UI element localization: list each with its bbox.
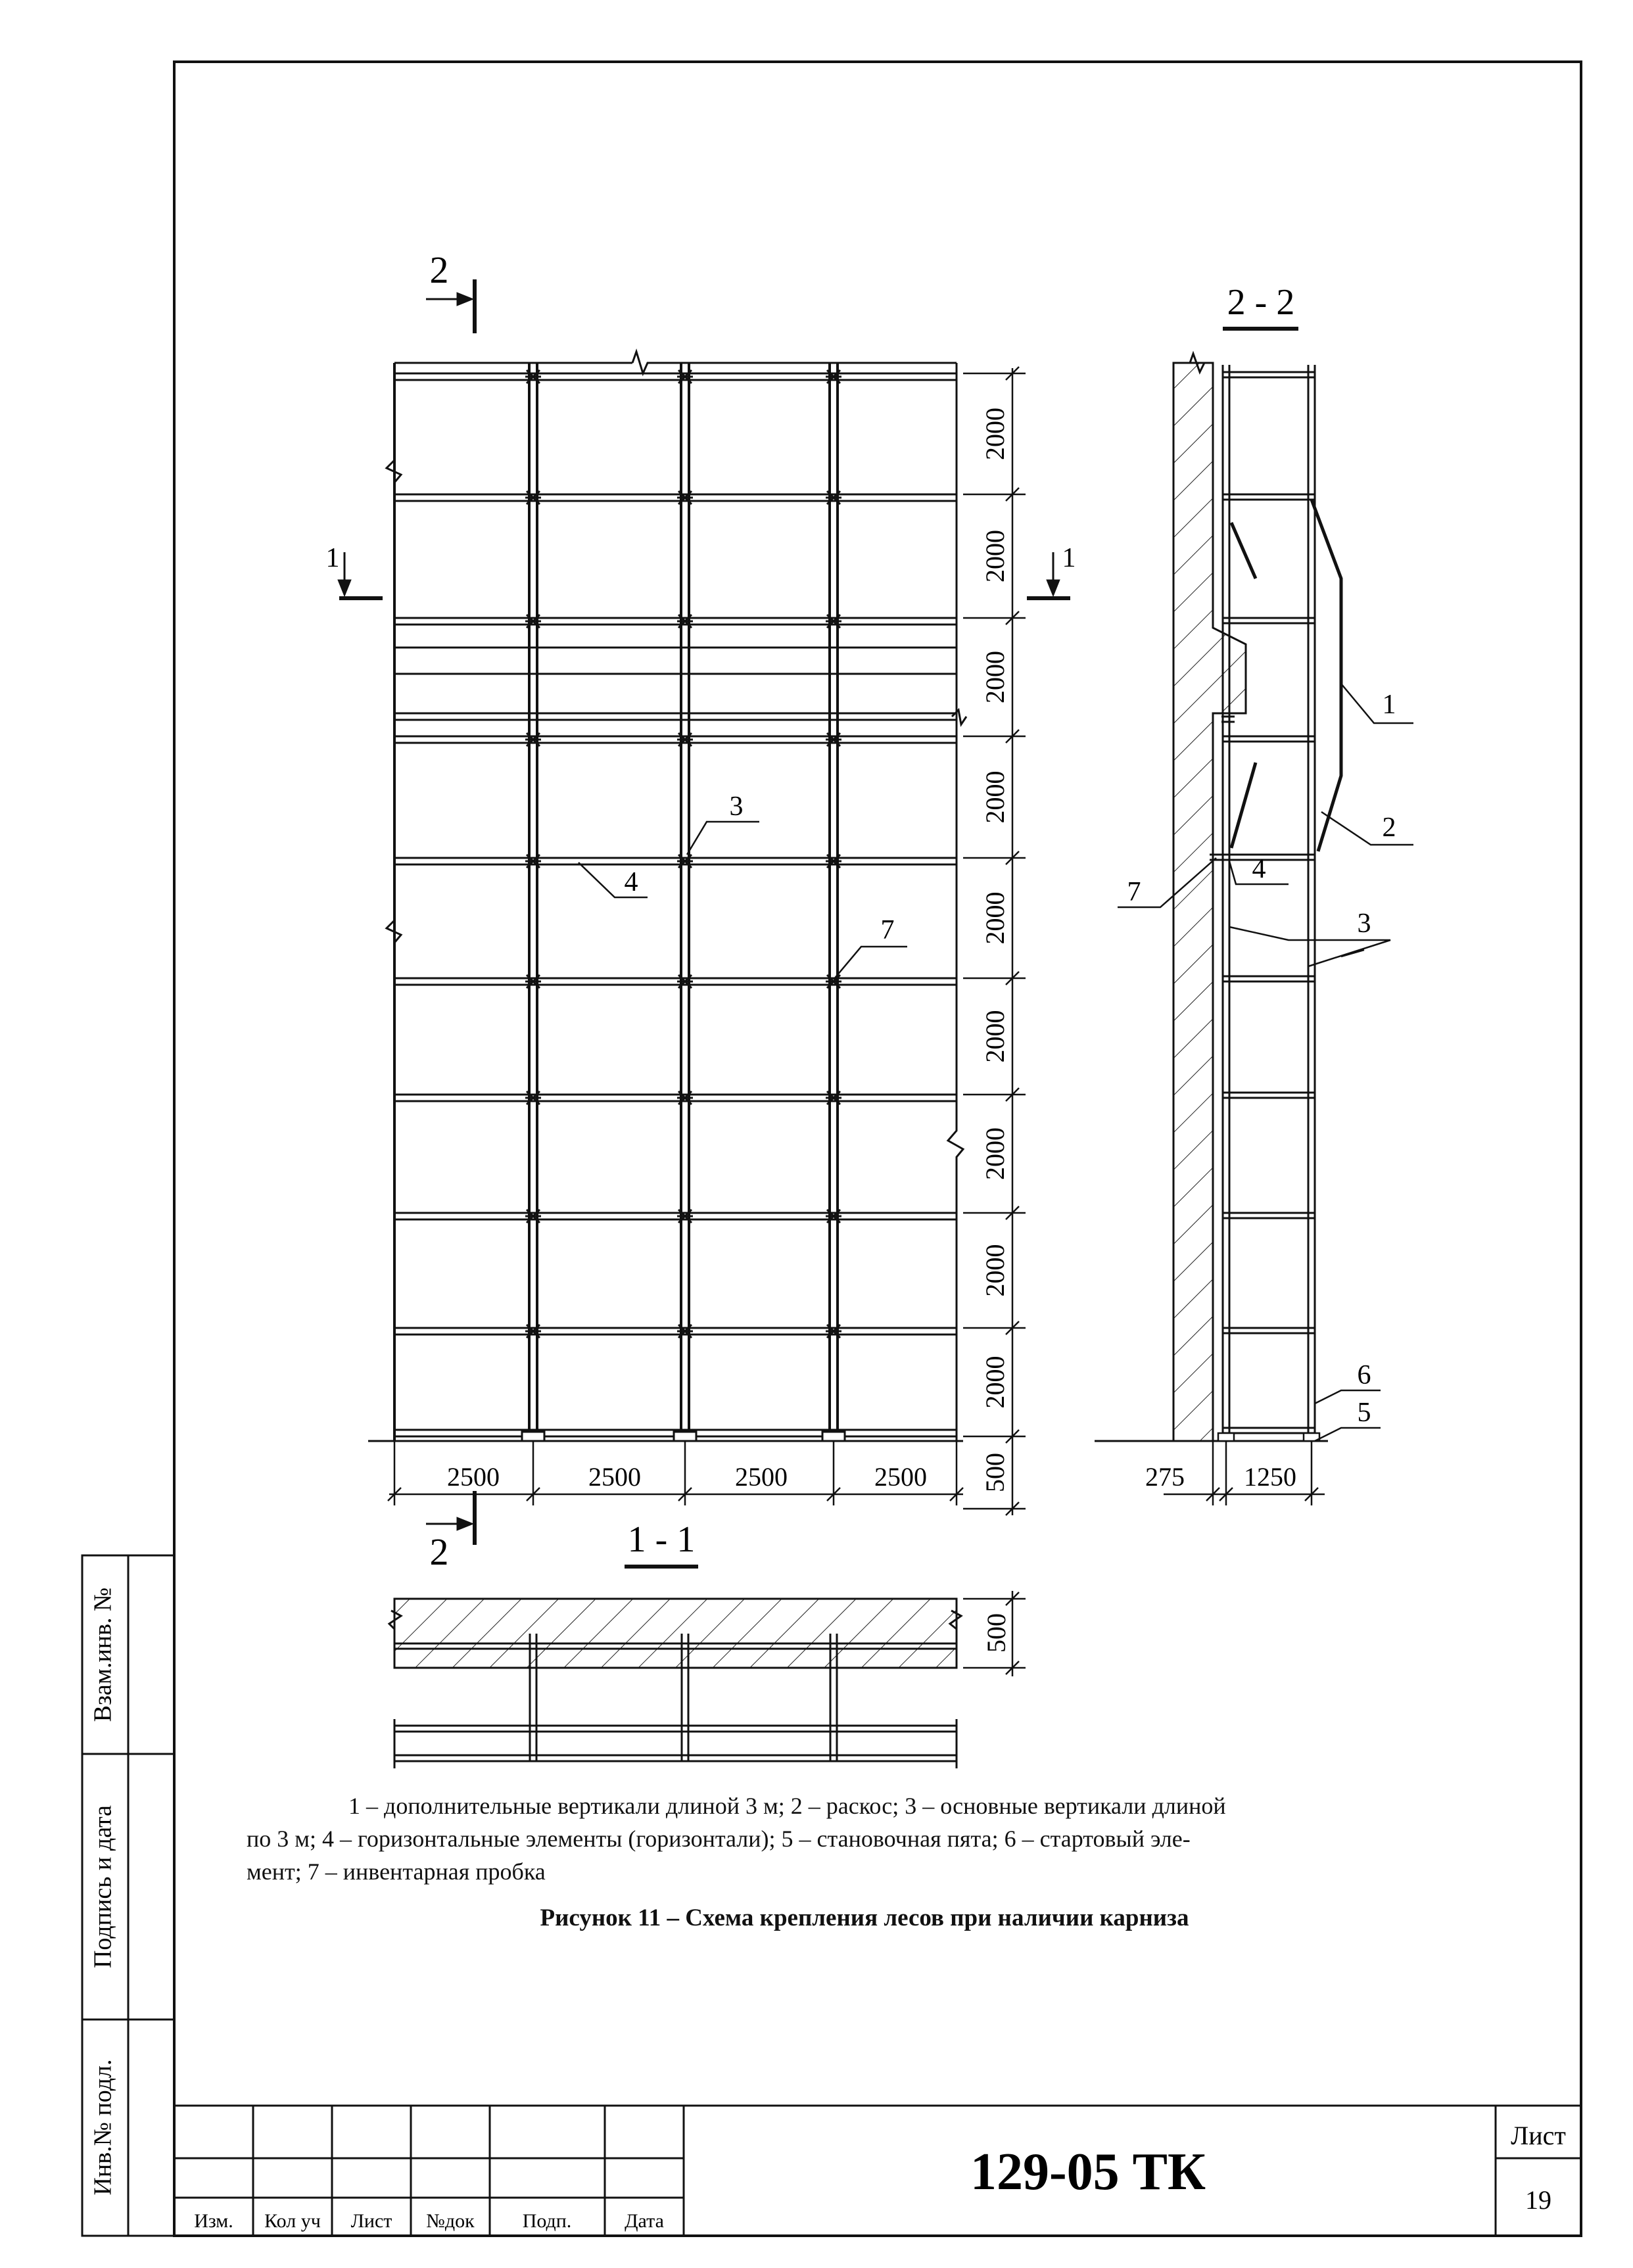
vdim-label: 2000 <box>980 1127 1010 1180</box>
section-mark-1-left-label: 1 <box>325 543 340 573</box>
vdim-label: 2000 <box>980 408 1010 460</box>
col-ndok: №док <box>426 2210 475 2232</box>
col-izm: Изм. <box>194 2210 233 2232</box>
section-mark-2-bottom-label: 2 <box>429 1530 449 1573</box>
vdim-label: 2000 <box>980 1244 1010 1297</box>
section-mark-1-left <box>338 552 383 598</box>
legend-line-3: мент; 7 – инвентарная пробка <box>247 1858 546 1885</box>
sheet-label: Лист <box>1511 2121 1566 2150</box>
figure-legend <box>247 1789 1482 1888</box>
vdim-label: 2000 <box>980 891 1010 945</box>
hdim-4: 2500 <box>874 1462 927 1492</box>
col-data: Дата <box>625 2210 664 2232</box>
hdim-1: 2500 <box>447 1462 500 1492</box>
s22-callout-6: 6 <box>1357 1360 1371 1390</box>
facade-callout-4: 4 <box>624 867 638 897</box>
s22-dim-1250: 1250 <box>1244 1462 1296 1492</box>
facade-callout-3: 3 <box>729 791 744 822</box>
s22-callout-7: 7 <box>1127 877 1141 907</box>
vdim-label: 2000 <box>980 1010 1010 1063</box>
legend-line-2: по 3 м; 4 – горизонтальные элементы (горизонтали); 5 – становочная пята; 6 – стартовый эле- <box>247 1826 1191 1852</box>
col-kol-uch: Кол уч <box>264 2210 321 2232</box>
document-code: 129-05 ТК <box>970 2143 1206 2201</box>
s22-callout-4: 4 <box>1252 854 1266 884</box>
facade-callout-leaders <box>579 822 907 980</box>
legend-line-1: 1 – дополнительные вертикали длиной 3 м; 2 – раскос; 3 – основные вертикали длиной <box>348 1793 1226 1819</box>
s22-callout-3: 3 <box>1357 909 1371 939</box>
sheet-number: 19 <box>1525 2185 1551 2215</box>
col-list: Лист <box>350 2210 392 2232</box>
figure-title: Рисунок 11 – Схема крепления лесов при наличии карниза <box>540 1904 1189 1931</box>
s22-dim-275: 275 <box>1145 1462 1185 1492</box>
stamp-label-replacement: Взам.инв. № <box>89 1587 117 1722</box>
section-1-1-title: 1 - 1 <box>627 1519 696 1560</box>
col-podp: Подп. <box>522 2210 572 2232</box>
vdim-label: 500 <box>980 1453 1010 1492</box>
stamp-label-signature: Подпись и дата <box>89 1805 117 1969</box>
facade-callouts <box>625 791 895 945</box>
section-1-1-view <box>389 1599 961 1768</box>
hdim-2: 2500 <box>588 1462 641 1492</box>
facade-nodes <box>525 370 841 1338</box>
title-block-columns <box>194 2210 664 2232</box>
section-2-2-title: 2 - 2 <box>1227 282 1295 323</box>
hdim-3: 2500 <box>735 1462 788 1492</box>
s22-callout-2: 2 <box>1382 813 1396 843</box>
section-2-2-callouts <box>1127 690 1396 1428</box>
stamp-label-inventory: Инв.№ подл. <box>89 2059 117 2196</box>
vdim-label: 2000 <box>980 530 1010 582</box>
s11-dim-500: 500 <box>982 1613 1012 1653</box>
vdim-label: 2000 <box>980 651 1010 703</box>
vdim-label: 2000 <box>980 770 1010 824</box>
facade-vertical-dimension-labels <box>980 408 1010 1492</box>
s22-callout-1: 1 <box>1382 690 1396 720</box>
vdim-label: 2000 <box>980 1356 1010 1409</box>
section-mark-1-right-label: 1 <box>1062 543 1076 573</box>
facade-callout-7: 7 <box>880 915 895 945</box>
facade-view <box>368 352 966 1441</box>
s22-callout-5: 5 <box>1357 1398 1371 1428</box>
section-mark-2-top-label: 2 <box>429 248 449 291</box>
facade-horizontal-dimension-labels <box>447 1462 927 1492</box>
